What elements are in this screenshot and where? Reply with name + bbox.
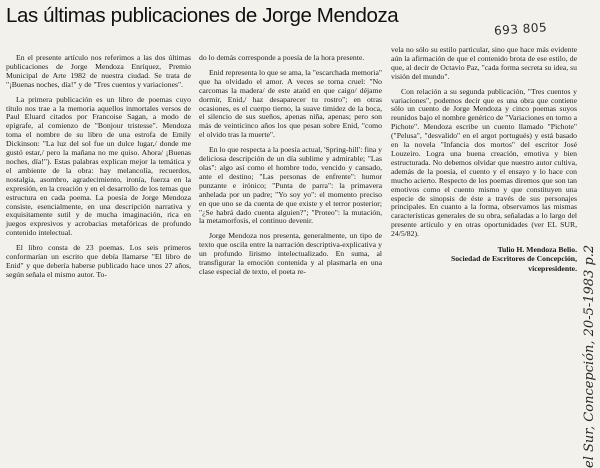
article-column-1 bbox=[6, 54, 191, 286]
handwritten-source-note: el Sur, Concepción, 20-5-1983 p.2 bbox=[582, 244, 597, 468]
author-name: Tulio H. Mendoza Belio. bbox=[497, 245, 577, 255]
author-role: vicepresidente. bbox=[528, 263, 577, 273]
paragraph: La primera publicación es un libro de poemas cuyo título nos trae a la memoria aquellos inmortales versos de Paul Eluard citados por Francoise Sagan, a modo de epígrafe, al comienzo de "Bonjour tristesse". Mendoza toma el nombre de su libro de una estrofa de Emily Dickinson: "La luz del sol fue un dulce lugar,/ donde me gustó estar,/ pero la mañana no me quiso. Ahora/ ¡Buenas noches, día!"). Estas palabras explican mejor la temática y el ambiente de la obra: hay melancolía, recuerdos, nostalgia, asombro, agradecimiento, ironía, fuerza en la expresión, en la creación y en el desarrollo de los temas que estructura en cada poema. La poesía de Jorge Mendoza consiste, esencialmente, en una descripción narrativa y exquisitamente sutil y de mucha imaginación, rica en juegos expresivos y acrobacias metafóricas de profundo contenido intelectual. bbox=[6, 94, 191, 238]
paragraph: El libro consta de 23 poemas. Los seis primeros conformarían un escrito que debía llamarse "El libro de Enid" y que debería haberse publicado hace unos 27 años, según señala el mismo autor. To- bbox=[6, 243, 191, 279]
handwritten-catalog-number: 693 805 bbox=[493, 20, 548, 38]
headline: Las últimas publicaciones de Jorge Mendoza bbox=[6, 4, 399, 27]
paragraph: Jorge Mendoza nos presenta, generalmente, un tipo de texto que oscila entre la narración descriptiva-explicativa y un profundo lirismo intelectualizado. En suma, al transfigurar la emoción contenida y al plasmarla en una clase especial de texto, el poeta re- bbox=[199, 231, 382, 276]
author-signature bbox=[391, 245, 577, 273]
paragraph: En lo que respecta a la poesía actual, 'Spring-hill': fina y deliciosa descripción de un día sublime y admirable; "Las olas": algo así como el hombre todo, vencido y cansado, ante el destino; "Las personas de enfrente": humor punzante e irónico; "Punta de parra": la primavera anhelada por un padre; "Yo soy yo": el momento preciso en que uno se da cuenta de que existe y el terror posterior; "¿Se habrá dado cuenta alguien?"; "Proteo": la mutación, la metamorfosis, el continuo devenir. bbox=[199, 145, 382, 226]
paragraph: vela no sólo su estilo particular, sino que hace más evidente aún la afirmación de que el contenido brota de ese estilo, de que, al decir de Octavio Paz, "cada forma secreta su idea, su visión del mundo". bbox=[391, 45, 577, 81]
paragraph: Con relación a su segunda publicación, "Tres cuentos y variaciones", podemos decir que es una obra que contiene sólo un cuento de Jorge Mendoza y cinco poemas suyos reunidos bajo el nombre genérico de "Variaciones en torno a Pichote". Mendoza escribe un cuento llamado "Pichote" ("Pelusa", "desvalido" en el argot portugués) y está basado en la novela "Infancia dos mortos" del escritor José Louzeiro. Logra una buena creación, emotiva y bien estructurada. No debemos olvidar que nuestro autor cultiva, además de la poesía, el cuento y el ensayo y lo hace con mucho acierto. Respecto de los poemas diremos que son tan emotivos como el cuento mismo y que constituyen una especie de sinopsis de éste a través de sus personajes principales. En cuanto a la forma, observamos las mismas características generales de su obra, señaladas a lo largo del presente artículo y en otras oportunidades (ver EL SUR, 24/5/82). bbox=[391, 86, 577, 239]
paragraph: En el presente artículo nos referimos a las dos últimas publicaciones de Jorge Mendoza Enríquez, Premio Municipal de Arte 1982 de nuestra ciudad. Se trata de "¡Buenas noches, día!" y de "Tres cuentos y variaciones". bbox=[6, 53, 191, 89]
paragraph: do lo demás corresponde a poesía de la hora presente. bbox=[199, 53, 365, 62]
author-organization: Sociedad de Escritores de Concepción, bbox=[450, 254, 577, 264]
article-column-2 bbox=[199, 54, 382, 283]
article-column-3 bbox=[391, 46, 577, 273]
paragraph: Enid representa lo que se ama, la "escarchada memoria" que ha olvidado el amor. A veces se torna cruel: "No carcomas la madera/ de este ataúd en que caigo/ déjame dormir, Enid,/ haz desaparecer tu rostro"; en otras ocasiones, es el cuerpo tierno, la suave timidez de la boca, el silencio de sus sueños, apenas niña, apenas; pero son más de veinticinco años los que pesan sobre Enid, "como el olvido tras la muerte". bbox=[199, 67, 382, 140]
